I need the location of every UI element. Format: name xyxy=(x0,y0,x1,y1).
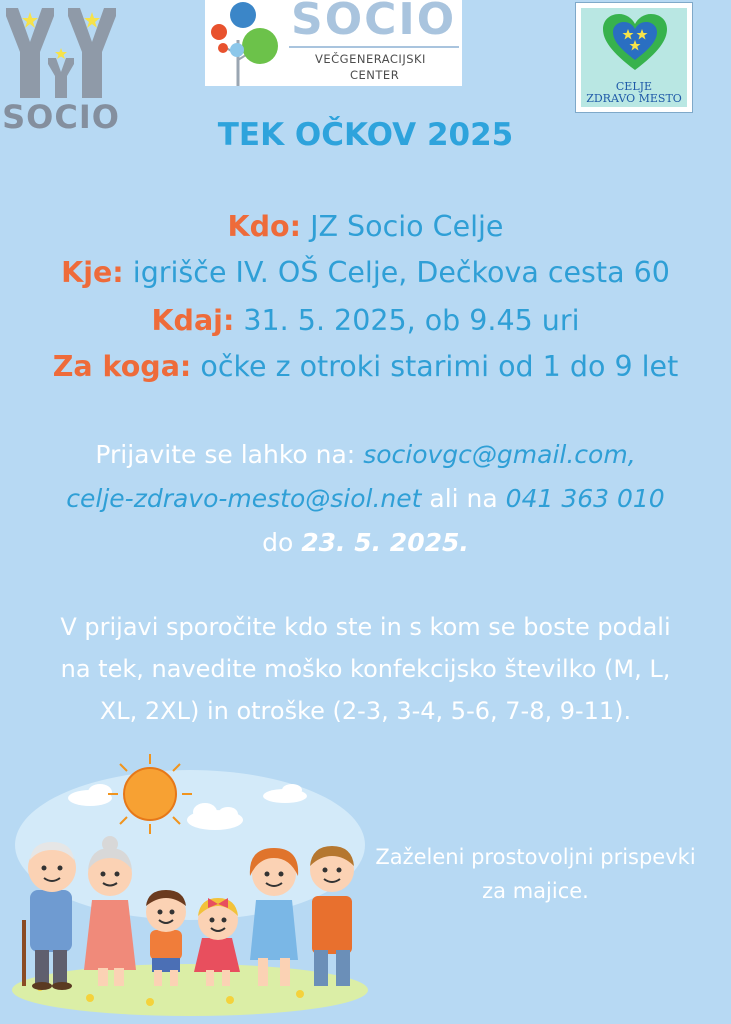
registration-ali-na: ali na xyxy=(421,484,506,513)
socio-logo-left xyxy=(2,2,120,136)
donation-line-1: Zaželeni prostovoljni prispevki xyxy=(375,845,696,869)
heart-stars-icon xyxy=(601,12,669,74)
logo-subtitle-2: CENTER xyxy=(350,68,400,82)
info-for-whom-value: očke z otroki starimi od 1 do 9 let xyxy=(200,350,679,383)
info-who-value: JZ Socio Celje xyxy=(310,210,504,243)
event-title: TEK OČKOV 2025 xyxy=(217,117,514,153)
logo-text-zdravo-mesto: ZDRAVO MESTO xyxy=(586,92,682,105)
socio-family-icon xyxy=(2,2,120,102)
info-where xyxy=(0,256,731,289)
logo-subtitle-1: VEČGENERACIJSKI xyxy=(315,52,426,66)
celje-zdravo-mesto-logo xyxy=(575,2,693,113)
registration-line-1 xyxy=(0,440,731,469)
socio-title: SOCIO xyxy=(291,0,457,45)
socio-logo-text: SOCIO xyxy=(2,98,120,136)
instructions-line-3: XL, 2XL) in otroške (2-3, 3-4, 5-6, 7-8, 9-11). xyxy=(99,697,632,725)
family-illustration xyxy=(0,750,380,1024)
registration-line-2 xyxy=(0,484,731,513)
registration-do: do xyxy=(262,528,302,557)
instructions-line-2: na tek, navedite moško konfekcijsko številko (M, L, xyxy=(60,655,671,683)
email-zdravo-mesto-link[interactable]: celje-zdravo-mesto@siol.net xyxy=(66,484,422,513)
email-sociovgc-link[interactable]: sociovgc@gmail.com xyxy=(363,440,628,469)
info-where-value: igrišče IV. OŠ Celje, Dečkova cesta 60 xyxy=(132,256,670,289)
info-for-whom xyxy=(0,350,731,383)
registration-deadline: 23. 5. 2025. xyxy=(301,528,469,557)
info-for-whom-label: Za koga: xyxy=(52,350,192,383)
socio-vgc-logo xyxy=(205,0,462,86)
registration-line-3 xyxy=(0,528,731,557)
info-who-label: Kdo: xyxy=(227,210,301,243)
logo-text-celje: CELJE xyxy=(615,80,653,93)
circles-tree-icon xyxy=(205,0,291,86)
info-when xyxy=(0,304,731,337)
info-when-label: Kdaj: xyxy=(151,304,235,337)
phone-link[interactable]: 041 363 010 xyxy=(505,484,665,513)
comma: , xyxy=(627,440,636,469)
info-when-value: 31. 5. 2025, ob 9.45 uri xyxy=(243,304,580,337)
registration-prefix: Prijavite se lahko na: xyxy=(95,440,364,469)
info-who xyxy=(0,210,731,243)
logo-divider xyxy=(289,46,459,48)
instructions-line-1: V prijavi sporočite kdo ste in s kom se boste podali xyxy=(60,613,671,641)
donation-line-2: za majice. xyxy=(482,879,589,903)
info-where-label: Kje: xyxy=(61,256,124,289)
